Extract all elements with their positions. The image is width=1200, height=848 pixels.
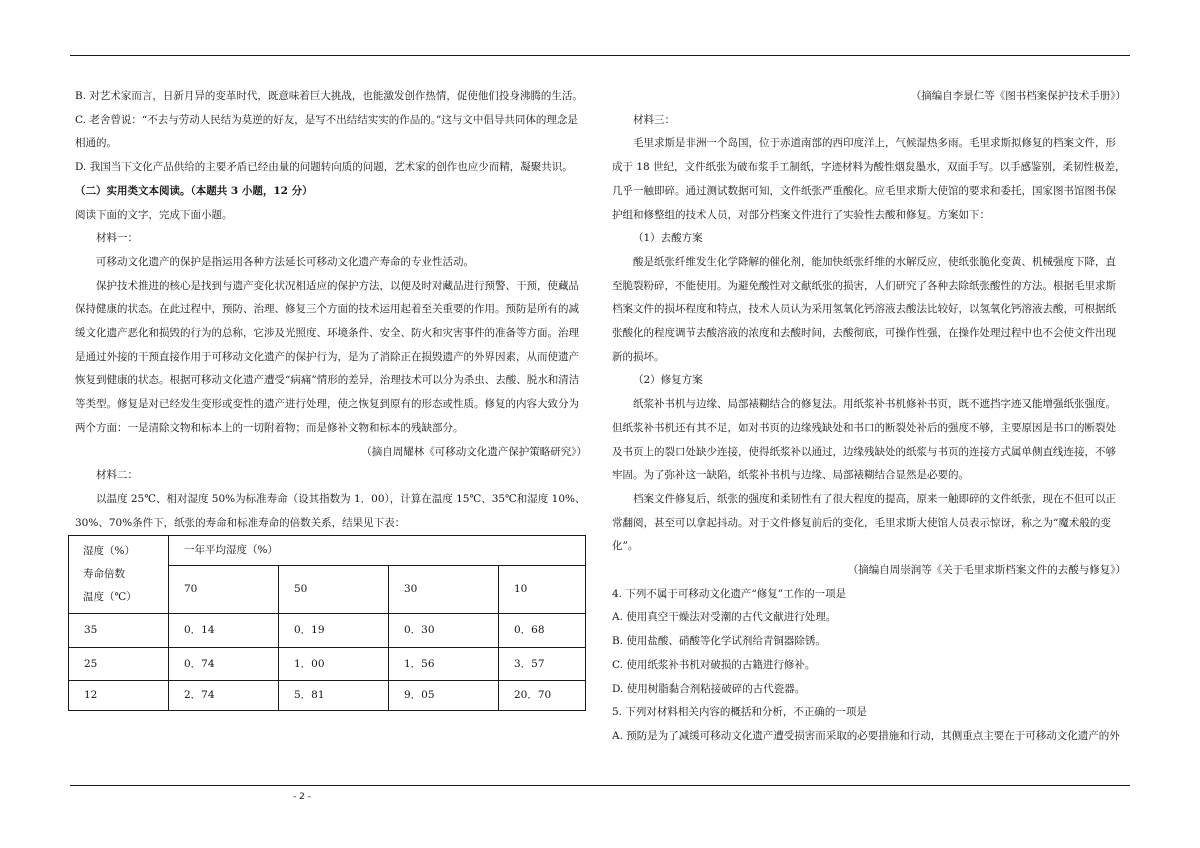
question4-stem: 4. 下列不属于可移动文化遗产“修复”工作的一项是 <box>612 587 847 600</box>
question4-option-d: D. 使用树脂黏合剂粘接破碎的古代瓷器。 <box>612 682 806 695</box>
plan1-heading: （1）去酸方案 <box>633 232 703 245</box>
material1-paragraph: 保护技术推进的核心是找到与遗产变化状况相适应的保护方法，以便及时对藏品进行预警、干预，使藏品保持健康的状态。在此过程中，预防、治理、修复三个方面的技术运用起着至关重要的作用。预防是所有的减缓文化遗产恶化和损毁的行为的总称，它涉及光照度、环境条件、安全、防火和灾害事件的准备等方面。治理是通过外接的干预直接作用于可移动文化遗产的保护行为，是为了消除正在损毁遗产的外界因素，从而使遗产恢复到健康的状态。根据可移动文化遗产遭受“病痛”情形的差异，治理技术可以分为杀虫、去酸、脱水和清洁等类型。修复是对已经发生变形或变性的遗产进行处理，使之恢复到原有的形态或性质。修复的内容大致分为两个方面：一是清除文物和标本上的一切附着物；而是修补文物和标本的残缺部分。 <box>75 279 580 434</box>
material2-intro: 以温度 25℃、相对湿度 50%为标准寿命（设其指数为 1．00），计算在温度 15℃、35℃和湿度 10%、30%、70%条件下，纸张的寿命和标准寿命的倍数关系，结果见下表： <box>75 492 586 529</box>
temperature-cell: 25 <box>69 648 169 681</box>
value-cell: 0．14 <box>169 614 279 648</box>
humidity-header: 70 <box>169 566 279 614</box>
material2-source: （摘编自李景仁等《图书档案保护技术手册》） <box>910 90 1126 102</box>
option-d: D. 我国当下文化产品供给的主要矛盾已经由量的问题转向质的问题，艺术家的创作也应少而精，凝聚共识。 <box>75 161 573 174</box>
paper-lifespan-table <box>68 535 586 711</box>
material2-label: 材料二： <box>96 469 138 482</box>
humidity-header: 10 <box>499 566 586 614</box>
option-b: B. 对艺术家而言，日新月异的变革时代，既意味着巨大挑战，也能激发创作热情，促使他们投身沸腾的生活。 <box>75 90 583 102</box>
option-c: C. 老舍曾说：“不去与劳动人民结为莫逆的好友，是写不出结结实实的作品的。”这与文中倡导共同体的理念是相通的。 <box>75 113 578 150</box>
page-number: - 2 - <box>293 792 311 802</box>
material1-source: （摘自周耀林《可移动文化遗产保护策略研究》） <box>361 445 587 458</box>
material1-label: 材料一： <box>96 232 138 245</box>
value-cell: 0．68 <box>499 614 586 648</box>
value-cell: 9．05 <box>389 681 499 711</box>
right-column <box>612 85 1126 780</box>
humidity-header: 30 <box>389 566 499 614</box>
value-cell: 1．56 <box>389 648 499 681</box>
humidity-header: 50 <box>279 566 389 614</box>
footer-rule <box>70 785 1130 786</box>
table-corner-cell <box>69 536 169 614</box>
question5-stem: 5. 下列对材料相关内容的概括和分析，不正确的一项是 <box>612 706 867 719</box>
temperature-cell: 35 <box>69 614 169 648</box>
left-column <box>75 85 587 711</box>
value-cell: 3．57 <box>499 648 586 681</box>
material3-label: 材料三： <box>633 113 675 126</box>
question4-option-b: B. 使用盐酸、硝酸等化学试剂给青铜器除锈。 <box>612 635 826 648</box>
question4-option-c: C. 使用纸浆补书机对破损的古籍进行修补。 <box>612 658 816 671</box>
material1-paragraph: 可移动文化遗产的保护是指运用各种方法延长可移动文化遗产寿命的专业性活动。 <box>96 255 474 268</box>
value-cell: 0．30 <box>389 614 499 648</box>
value-cell: 1．00 <box>279 648 389 681</box>
question5-option-a: A. 预防是为了减缓可移动文化遗产遭受损害而采取的必要措施和行动，其侧重点主要在于可移动文化遗产的外 <box>612 729 1120 742</box>
table-header-row <box>69 536 586 566</box>
corner-multiple-label: 寿命倍数 <box>83 568 125 581</box>
corner-humidity-label: 湿度（%） <box>83 545 135 558</box>
table-row <box>69 681 586 711</box>
value-cell: 0．74 <box>169 648 279 681</box>
section-title: （二）实用类文本阅读。（本题共 3 小题，12 分） <box>75 184 313 197</box>
value-cell: 20．70 <box>499 681 586 711</box>
temperature-cell: 12 <box>69 681 169 711</box>
material3-source: （摘编自周崇润等《关于毛里求斯档案文件的去酸与修复》） <box>847 564 1126 577</box>
corner-temperature-label: 温度（℃） <box>83 591 137 604</box>
plan2-paragraph: 纸浆补书机与边缘、局部裱糊结合的修复法。用纸浆补书机修补书页，既不遮挡字迹又能增强纸张强度。但纸浆补书机还有其不足，如对书页的边缘残缺处和书口的断裂处补后的强度不够，主要原因是书口的断裂处及书页上的裂口处缺少连接，使得纸浆补以通过，边缘残缺处的纸浆与书页的连接方式属单侧直线连接，不够牢固。为了弥补这一缺陷，纸浆补书机与边缘、局部裱糊结合显然是必要的。 <box>612 398 1116 482</box>
result-paragraph: 档案文件修复后，纸张的强度和柔韧性有了很大程度的提高，原来一触即碎的文件纸张，现在不但可以正常翻阅，甚至可以拿起抖动。对于文件修复前后的变化，毛里求斯大使馆人员表示惊讶，称之为“魔术般的变化”。 <box>612 492 1116 553</box>
material3-intro: 毛里求斯是非洲一个岛国，位于赤道南部的西印度洋上，气候湿热多雨。毛里求斯拟修复的档案文件，形成于 18 世纪，文件纸张为破布浆手工制纸，字迹材料为酸性烟炱墨水，双面手写。以手感鉴别，柔韧性极差，几乎一触即碎。通过测试数据可知，文件纸张严重酸化。应毛里求斯大使馆的要求和委托，国家图书馆图书保护组和修整组的技术人员，对部分档案文件进行了实验性去酸和修复。方案如下： <box>612 137 1126 221</box>
plan2-heading: （2）修复方案 <box>633 374 703 387</box>
value-cell: 5．81 <box>279 681 389 711</box>
table-row <box>69 648 586 681</box>
value-cell: 0．19 <box>279 614 389 648</box>
header-rule <box>70 55 1130 56</box>
table-row <box>69 614 586 648</box>
question4-option-a: A. 使用真空干燥法对受潮的古代文献进行处理。 <box>612 611 837 624</box>
plan1-paragraph: 酸是纸张纤维发生化学降解的催化剂，能加快纸张纤维的水解反应，使纸张脆化变黄、机械强度下降，直至脆裂粉碎，不能使用。为避免酸性对文献纸张的损害，人们研究了各种去除纸张酸性的方法。根据毛里求斯档案文件的损坏程度和特点，技术人员认为采用氢氧化钙溶液去酸法比较好，以氢氧化钙溶液去酸，可根据纸张酸化的程度调节去酸溶液的浓度和去酸时间，去酸彻底，可操作性强，在操作处理过程中也不会使文件出现新的损坏。 <box>612 255 1116 363</box>
table-group-header: 一年平均湿度（%） <box>169 536 586 566</box>
value-cell: 2．74 <box>169 681 279 711</box>
section-instruction: 阅读下面的文字，完成下面小题。 <box>75 208 233 221</box>
